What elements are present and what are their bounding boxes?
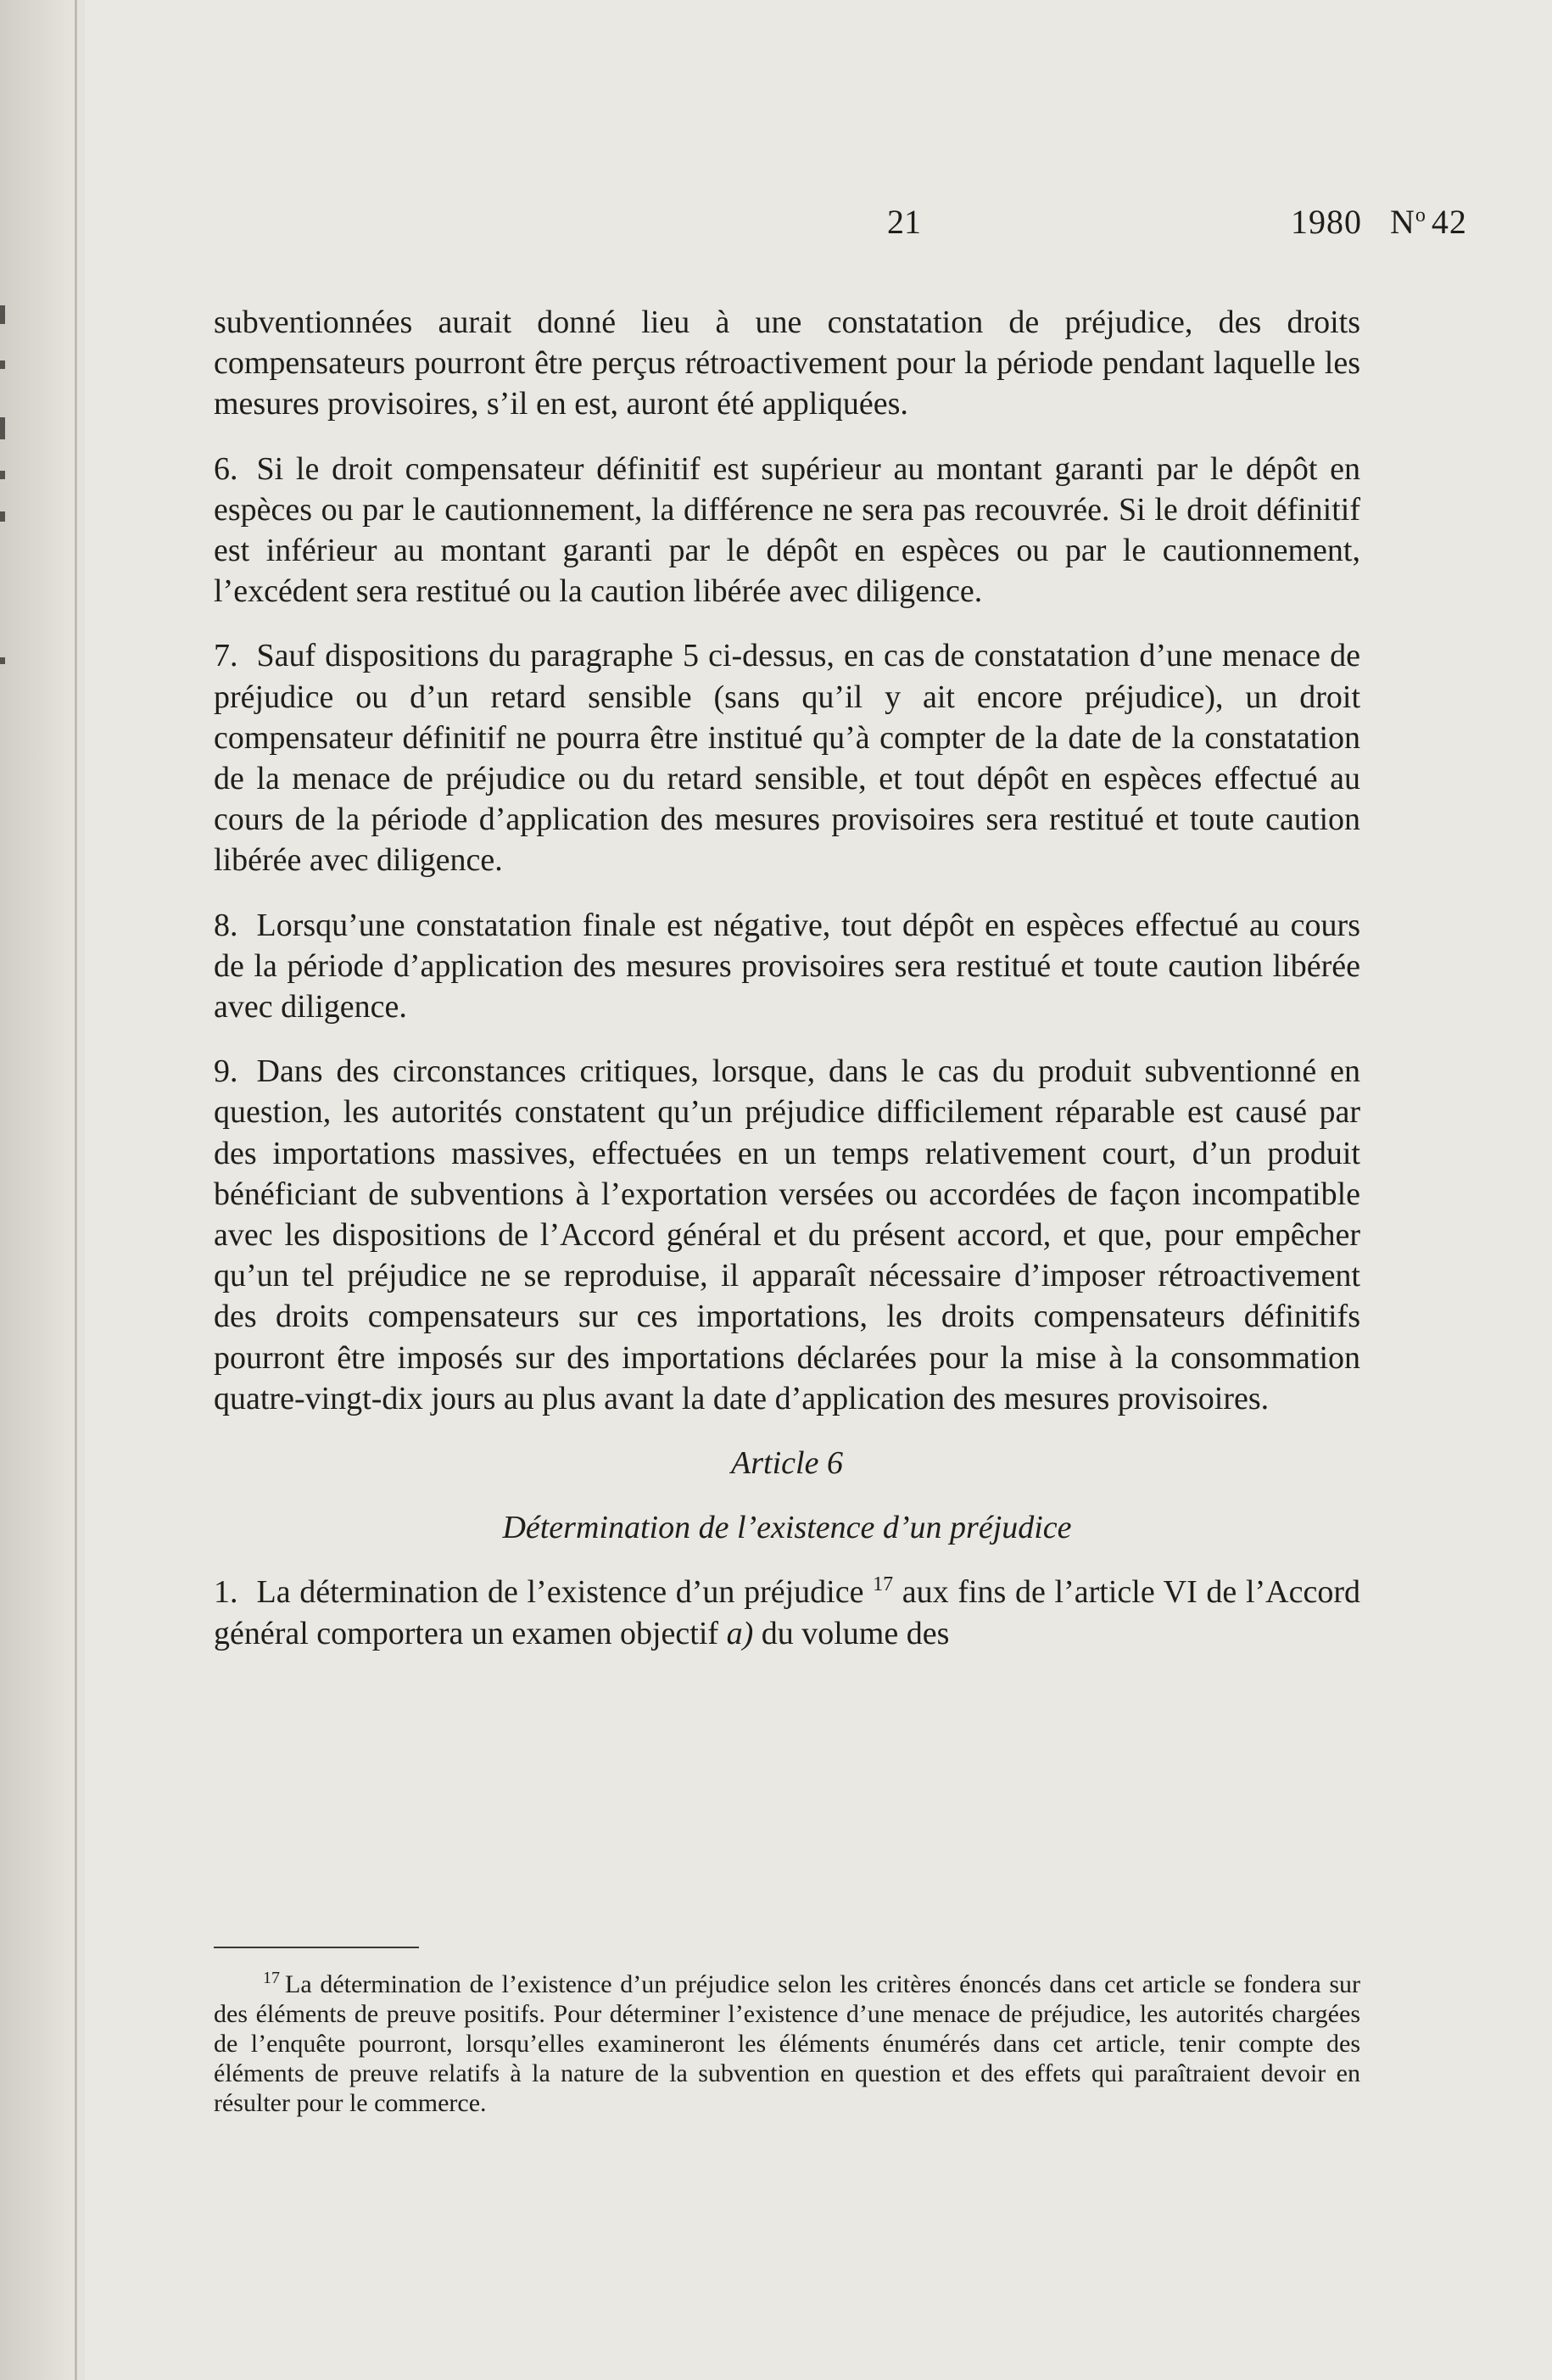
edge-mark: [0, 657, 5, 664]
binding-gutter: [0, 0, 78, 2380]
paragraph-number: 9.: [214, 1053, 238, 1090]
list-item-marker: a): [726, 1615, 754, 1651]
number-prefix: N: [1390, 203, 1415, 241]
paragraph-number: 6.: [214, 450, 238, 487]
binding-edge: [75, 0, 77, 2380]
footnote: [214, 1969, 1360, 2118]
paragraph-number: 1.: [214, 1574, 238, 1611]
paragraph-text: Dans des circonstances critiques, lorsque, dans le cas du produit subventionné en question, les autorités constatent qu’un préjudice difficilement réparable est causé par des importations massives, effectuées en un temps relativement court, d’un produit bénéficiant de subventions à l’exportation versées ou accordées de façon incompatible avec les dispositions de l’Accord général et du présent accord, et que, pour empêcher qu’un tel préjudice ne se reproduise, il apparaît nécessaire d’imposer rétroactivement des droits compensateurs sur ces importations, les droits compensateurs définitifs pourront être imposés sur des importations déclarées pour la mise à la consommation quatre-vingt-dix jours au plus avant la date d’application des mesures provisoires.: [214, 1053, 1360, 1416]
paragraph-text: Sauf dispositions du paragraphe 5 ci-dessus, en cas de constatation d’une menace de préjudice ou d’un retard sensible (sans qu’il y ait encore préjudice), un droit compensateur définitif ne pourra être institué qu’à compter de la date de la constatation de la menace de préjudice ou du retard sensible, et tout dépôt en espèces effectué au cours de la période d’application des mesures provisoires sera restitué et toute caution libérée avec diligence.: [214, 638, 1360, 879]
paragraph-text: aux fins de l’article VI de l’Accord général comportera un examen objectif: [214, 1574, 1361, 1651]
footnote-mark: 17: [263, 1969, 280, 1987]
publication-year: 1980: [1291, 203, 1362, 241]
paragraph-text: Si le droit compensateur définitif est supérieur au montant garanti par le dépôt en espèces ou par le cautionnement, la différence ne sera pas recouvrée. Si le droit définitif est inférieur au montant garanti par le dépôt en espèces ou par le cautionnement, l’excédent sera restitué ou la caution libérée avec diligence.: [214, 450, 1360, 610]
issue-number: 42: [1431, 203, 1467, 241]
paragraph-9: [214, 1051, 1360, 1419]
footnote-reference[interactable]: 17: [873, 1573, 894, 1596]
paragraph-text: La détermination de l’existence d’un préjudice: [256, 1574, 864, 1611]
body-text: [214, 302, 1360, 1678]
footnote-text: La détermination de l’existence d’un préjudice selon les critères énoncés dans cet article se fondera sur des éléments de preuve positifs. Pour déterminer l’existence d’une menace de préjudice, les autorités chargées de l’enquête pourront, lorsqu’elles examineront les éléments énumérés dans cet article, tenir compte des éléments de preuve relatifs à la nature de la subvention en question et des effets qui paraîtraient devoir en résulter pour le commerce.: [214, 1970, 1360, 2117]
article-subtitle: Détermination de l’existence d’un préjudice: [502, 1510, 1072, 1546]
paragraph-number: 7.: [214, 638, 238, 674]
article-paragraph-1: [214, 1572, 1360, 1653]
paragraph-continuation: subventionnées aurait donné lieu à une constatation de préjudice, des droits compensateurs pourront être perçus rétroactivement pour la période pendant laquelle les mesures provisoires, s’il en est, auront été appliquées.: [214, 304, 1360, 422]
number-sup: o: [1415, 204, 1426, 226]
page-number: 21: [887, 203, 921, 241]
edge-mark: [0, 360, 5, 369]
publication-reference: [1291, 202, 1467, 242]
article-title: Article 6: [731, 1445, 843, 1482]
paragraph-number: 8.: [214, 907, 238, 943]
paragraph-7: [214, 635, 1360, 880]
edge-mark: [0, 471, 5, 479]
paragraph-text: Lorsqu’une constatation finale est négative, tout dépôt en espèces effectué au cours de la période d’application des mesures provisoires sera restitué et toute caution libérée avec diligence.: [214, 907, 1360, 1025]
footnote-divider: [214, 1947, 419, 1948]
page-header: [204, 202, 1552, 249]
paragraph-text: du volume des: [761, 1615, 950, 1651]
document-page: [85, 0, 1552, 2380]
paragraph-6: [214, 449, 1360, 612]
edge-mark: [0, 511, 5, 522]
edge-mark: [0, 305, 5, 324]
paragraph-8: [214, 905, 1360, 1028]
edge-mark: [0, 417, 5, 439]
